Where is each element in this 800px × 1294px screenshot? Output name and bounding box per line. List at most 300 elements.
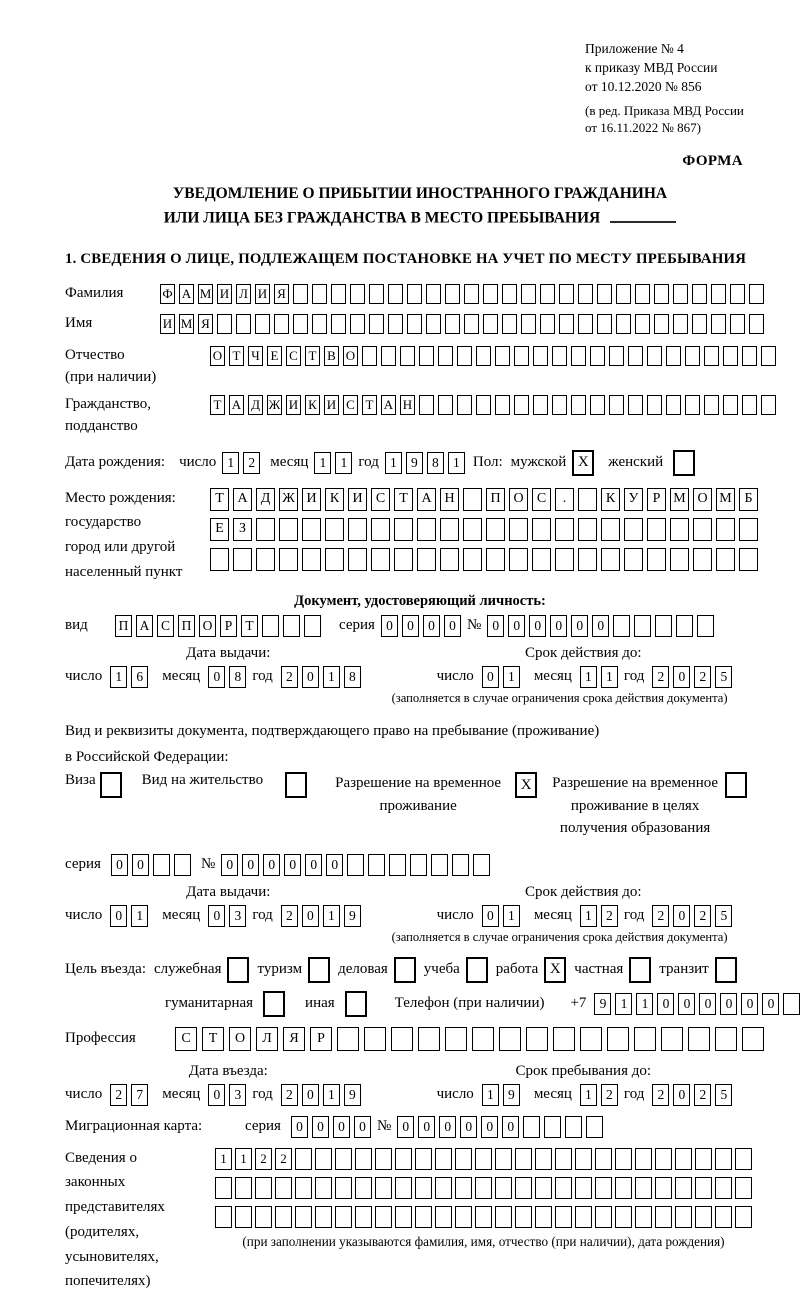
- char-cell: .: [555, 488, 574, 511]
- char-cell: [472, 1027, 494, 1051]
- char-cell: [540, 284, 555, 304]
- year-word: год: [252, 907, 273, 924]
- doc-type-cells: [115, 615, 321, 637]
- char-cell: [315, 1177, 332, 1199]
- identity-doc-row: [65, 615, 775, 637]
- char-cell: [655, 1148, 672, 1170]
- residence-intro-line1: Вид и реквизиты документа, подтверждающего право на пребывание (проживание): [65, 722, 600, 739]
- purpose-private-checkbox: [629, 957, 651, 983]
- char-cell: [688, 1027, 710, 1051]
- char-cell: 0: [502, 1116, 519, 1138]
- char-cell: [335, 1148, 352, 1170]
- form-title-line1: УВЕДОМЛЕНИЕ О ПРИБЫТИИ ИНОСТРАННОГО ГРАЖДАНИНА: [172, 184, 668, 202]
- char-cell: [426, 314, 441, 334]
- char-cell: [635, 1206, 652, 1228]
- char-cell: 2: [281, 666, 298, 688]
- char-cell: [452, 854, 469, 876]
- char-cell: [255, 1206, 272, 1228]
- char-cell: [331, 284, 346, 304]
- doc-issue-heading: Дата выдачи:: [186, 644, 271, 661]
- char-cell: [255, 1177, 272, 1199]
- char-cell: [624, 548, 643, 571]
- char-cell: [391, 1027, 413, 1051]
- char-cell: [463, 488, 482, 511]
- char-cell: [476, 346, 491, 366]
- char-cell: [440, 548, 459, 571]
- char-cell: [368, 854, 385, 876]
- char-cell: 1: [580, 666, 597, 688]
- char-cell: М: [716, 488, 735, 511]
- char-cell: [475, 1148, 492, 1170]
- doc-issue-year: [281, 666, 361, 688]
- char-cell: [495, 1177, 512, 1199]
- char-cell: [634, 1027, 656, 1051]
- char-cell: [580, 1027, 602, 1051]
- char-cell: [256, 518, 275, 541]
- char-cell: [417, 518, 436, 541]
- purpose-tourism-checkbox: [308, 957, 330, 983]
- char-cell: Р: [220, 615, 237, 637]
- char-cell: А: [136, 615, 153, 637]
- char-cell: [609, 346, 624, 366]
- char-cell: М: [670, 488, 689, 511]
- char-cell: [302, 548, 321, 571]
- char-cell: [695, 1206, 712, 1228]
- char-cell: [532, 518, 551, 541]
- purpose-transit-label: транзит: [659, 961, 709, 978]
- char-cell: [553, 1027, 575, 1051]
- char-cell: [369, 284, 384, 304]
- char-cell: [735, 1148, 752, 1170]
- char-cell: 0: [657, 993, 674, 1015]
- char-cell: [395, 1206, 412, 1228]
- char-cell: [555, 1177, 572, 1199]
- revision-line: (в ред. Приказа МВД России: [585, 102, 744, 118]
- residence-expiry-note: (заполняется в случае ограничения срока действия документа): [391, 929, 728, 944]
- char-cell: 0: [312, 1116, 329, 1138]
- char-cell: [455, 1148, 472, 1170]
- char-cell: [325, 548, 344, 571]
- char-cell: 0: [326, 854, 343, 876]
- char-cell: И: [348, 488, 367, 511]
- name-label: Имя: [65, 315, 93, 332]
- representatives-cells-block: [215, 1146, 752, 1250]
- citizenship-row: [65, 393, 775, 438]
- char-cell: А: [233, 488, 252, 511]
- char-cell: 2: [652, 666, 669, 688]
- char-cell: О: [229, 1027, 251, 1051]
- name-cells: [160, 314, 764, 334]
- doc-expiry-heading: Срок действия до:: [524, 644, 642, 661]
- char-cell: [647, 395, 662, 415]
- char-cell: Т: [210, 395, 225, 415]
- birth-place-label: Место рождения: государство город или другой населенный пункт: [65, 489, 183, 580]
- char-cell: [415, 1206, 432, 1228]
- char-cell: [364, 1027, 386, 1051]
- char-cell: 0: [397, 1116, 414, 1138]
- char-cell: 0: [402, 615, 419, 637]
- patronymic-cells: [210, 346, 776, 366]
- char-cell: [295, 1148, 312, 1170]
- char-cell: Л: [256, 1027, 278, 1051]
- char-cell: 9: [344, 1084, 361, 1106]
- doc-expiry-year: [652, 666, 732, 688]
- char-cell: [400, 346, 415, 366]
- char-cell: [735, 1206, 752, 1228]
- char-cell: З: [233, 518, 252, 541]
- char-cell: [655, 1177, 672, 1199]
- char-cell: [715, 1148, 732, 1170]
- char-cell: [675, 1148, 692, 1170]
- representatives-label: Сведения о законных представителях (родителях, усыновителях, попечителях): [65, 1149, 165, 1290]
- phone-prefix: +7: [570, 995, 587, 1012]
- char-cell: [555, 518, 574, 541]
- purpose-private-label: частная: [574, 961, 624, 978]
- char-cell: [704, 395, 719, 415]
- section1-title: 1. СВЕДЕНИЯ О ЛИЦЕ, ПОДЛЕЖАЩЕМ ПОСТАНОВКЕ НА УЧЕТ ПО МЕСТУ ПРЕБЫВАНИЯ: [65, 250, 747, 267]
- char-cell: [654, 284, 669, 304]
- entry-month: [208, 1084, 246, 1106]
- char-cell: [235, 1206, 252, 1228]
- char-cell: Д: [248, 395, 263, 415]
- entry-date-block: [65, 1063, 392, 1106]
- char-cell: [495, 1148, 512, 1170]
- char-cell: [235, 1177, 252, 1199]
- residence-expiry-heading: Срок действия до:: [524, 883, 642, 900]
- char-cell: 0: [762, 993, 779, 1015]
- char-cell: [274, 314, 289, 334]
- char-cell: [153, 854, 170, 876]
- char-cell: 1: [323, 1084, 340, 1106]
- char-cell: 0: [482, 666, 499, 688]
- number-word: №: [466, 617, 482, 634]
- sex-female-checkbox: [673, 450, 695, 476]
- birth-date-label: Дата рождения:: [65, 454, 166, 471]
- char-cell: 0: [263, 854, 280, 876]
- day-word: число: [65, 907, 103, 924]
- char-cell: [693, 518, 712, 541]
- char-cell: [236, 314, 251, 334]
- char-cell: [716, 548, 735, 571]
- char-cell: [217, 314, 232, 334]
- char-cell: [315, 1148, 332, 1170]
- char-cell: 0: [110, 905, 127, 927]
- char-cell: [628, 395, 643, 415]
- char-cell: [455, 1177, 472, 1199]
- char-cell: 0: [221, 854, 238, 876]
- char-cell: [670, 518, 689, 541]
- char-cell: 0: [302, 1084, 319, 1106]
- char-cell: [697, 615, 714, 637]
- char-cell: [515, 1177, 532, 1199]
- residence-issue-date: [65, 905, 392, 927]
- sex-label: Пол:: [472, 454, 503, 471]
- patronymic-label: Отчество (при наличии): [65, 346, 157, 386]
- doc-issue-day: [110, 666, 148, 688]
- char-cell: 8: [229, 666, 246, 688]
- char-cell: [262, 615, 279, 637]
- profession-label: Профессия: [65, 1030, 136, 1047]
- char-cell: [445, 314, 460, 334]
- char-cell: С: [371, 488, 390, 511]
- char-cell: 0: [354, 1116, 371, 1138]
- char-cell: [369, 314, 384, 334]
- char-cell: [371, 518, 390, 541]
- char-cell: [590, 346, 605, 366]
- day-word: число: [436, 907, 474, 924]
- residence-expiry-month: [580, 905, 618, 927]
- char-cell: [730, 314, 745, 334]
- char-cell: [407, 314, 422, 334]
- char-cell: [535, 1177, 552, 1199]
- char-cell: [761, 346, 776, 366]
- char-cell: [615, 1148, 632, 1170]
- char-cell: 5: [715, 1084, 732, 1106]
- char-cell: Е: [210, 518, 229, 541]
- profession-cells: [175, 1027, 764, 1051]
- char-cell: 0: [302, 905, 319, 927]
- char-cell: [499, 1027, 521, 1051]
- char-cell: 1: [335, 452, 352, 474]
- char-cell: 5: [715, 905, 732, 927]
- char-cell: [371, 548, 390, 571]
- birth-place-row: [65, 486, 775, 585]
- char-cell: [495, 346, 510, 366]
- char-cell: [532, 548, 551, 571]
- char-cell: [616, 314, 631, 334]
- char-cell: Е: [267, 346, 282, 366]
- char-cell: [571, 395, 586, 415]
- char-cell: [535, 1148, 552, 1170]
- char-cell: 0: [720, 993, 737, 1015]
- appendix-line: от 10.12.2020 № 856: [585, 78, 702, 94]
- char-cell: [415, 1148, 432, 1170]
- char-cell: [555, 1206, 572, 1228]
- char-cell: [495, 395, 510, 415]
- char-cell: [476, 395, 491, 415]
- char-cell: Т: [305, 346, 320, 366]
- birth-day-cells: [222, 452, 260, 474]
- doc-type-label: вид: [65, 617, 88, 634]
- char-cell: [515, 1148, 532, 1170]
- char-cell: Т: [362, 395, 377, 415]
- month-word: месяц: [533, 907, 572, 924]
- entry-year: [281, 1084, 361, 1106]
- char-cell: Р: [647, 488, 666, 511]
- birth-place-line2: [210, 518, 758, 541]
- purpose-transit-checkbox: [715, 957, 737, 983]
- doc-expiry-date: [437, 666, 775, 688]
- char-cell: 9: [594, 993, 611, 1015]
- char-cell: 2: [601, 905, 618, 927]
- char-cell: 2: [652, 1084, 669, 1106]
- residence-permit-label: Вид на жительство: [141, 772, 264, 789]
- char-cell: [571, 346, 586, 366]
- char-cell: [723, 395, 738, 415]
- char-cell: [742, 346, 757, 366]
- char-cell: 2: [601, 1084, 618, 1106]
- sex-male-checkbox: X: [572, 450, 594, 476]
- char-cell: А: [381, 395, 396, 415]
- char-cell: [715, 1027, 737, 1051]
- char-cell: 0: [381, 615, 398, 637]
- char-cell: [473, 854, 490, 876]
- char-cell: [381, 346, 396, 366]
- char-cell: 1: [503, 666, 520, 688]
- char-cell: 0: [208, 1084, 225, 1106]
- char-cell: [675, 1177, 692, 1199]
- char-cell: [693, 548, 712, 571]
- purpose-business-label: деловая: [338, 961, 388, 978]
- char-cell: С: [157, 615, 174, 637]
- char-cell: И: [160, 314, 175, 334]
- char-cell: [685, 346, 700, 366]
- doc-issue-block: [65, 645, 392, 706]
- purpose-tourism-label: туризм: [257, 961, 303, 978]
- year-word: год: [623, 907, 645, 924]
- char-cell: [601, 518, 620, 541]
- day-word: число: [65, 1086, 103, 1103]
- char-cell: [279, 518, 298, 541]
- identity-doc-heading: Документ, удостоверяющий личность:: [294, 592, 546, 609]
- char-cell: 2: [694, 1084, 711, 1106]
- doc-expiry-day: [482, 666, 520, 688]
- birth-date-row: [65, 450, 775, 476]
- char-cell: [417, 548, 436, 571]
- year-word: год: [623, 668, 645, 685]
- char-cell: [647, 548, 666, 571]
- char-cell: [673, 314, 688, 334]
- char-cell: [749, 314, 764, 334]
- purpose-study-label: учеба: [423, 961, 460, 978]
- month-word: месяц: [162, 668, 201, 685]
- entry-day: [110, 1084, 148, 1106]
- char-cell: С: [343, 395, 358, 415]
- year-word: год: [252, 668, 273, 685]
- char-cell: [475, 1177, 492, 1199]
- char-cell: С: [286, 346, 301, 366]
- char-cell: 0: [284, 854, 301, 876]
- char-cell: [312, 284, 327, 304]
- char-cell: [388, 314, 403, 334]
- name-row: [65, 314, 775, 334]
- char-cell: [595, 1148, 612, 1170]
- birth-place-line1: [210, 488, 758, 511]
- residence-issue-heading: Дата выдачи:: [186, 883, 271, 900]
- char-cell: [711, 284, 726, 304]
- representatives-line1: [215, 1148, 752, 1170]
- sex-male-label: мужской: [510, 454, 567, 471]
- char-cell: [565, 1116, 582, 1138]
- number-word: №: [376, 1118, 392, 1135]
- char-cell: [575, 1206, 592, 1228]
- doc-expiry-note: (заполняется в случае ограничения срока действия документа): [391, 690, 728, 705]
- char-cell: [739, 518, 758, 541]
- residence-permit-checkbox: [285, 772, 307, 798]
- char-cell: [275, 1177, 292, 1199]
- residence-expiry-day: [482, 905, 520, 927]
- surname-cells: [160, 284, 764, 304]
- char-cell: [438, 346, 453, 366]
- char-cell: [635, 284, 650, 304]
- representatives-row: [65, 1146, 775, 1294]
- char-cell: 0: [673, 1084, 690, 1106]
- char-cell: О: [509, 488, 528, 511]
- char-cell: 1: [323, 666, 340, 688]
- char-cell: [445, 284, 460, 304]
- char-cell: [742, 395, 757, 415]
- char-cell: [355, 1206, 372, 1228]
- char-cell: [544, 1116, 561, 1138]
- char-cell: [628, 346, 643, 366]
- char-cell: 2: [281, 1084, 298, 1106]
- char-cell: Т: [394, 488, 413, 511]
- char-cell: [293, 284, 308, 304]
- char-cell: Л: [236, 284, 251, 304]
- char-cell: [635, 1177, 652, 1199]
- char-cell: 0: [302, 666, 319, 688]
- char-cell: [523, 1116, 540, 1138]
- char-cell: 2: [652, 905, 669, 927]
- char-cell: А: [229, 395, 244, 415]
- char-cell: [315, 1206, 332, 1228]
- char-cell: И: [217, 284, 232, 304]
- char-cell: [692, 284, 707, 304]
- entry-date-heading: Дата въезда:: [188, 1062, 268, 1079]
- char-cell: [526, 1027, 548, 1051]
- char-cell: [407, 284, 422, 304]
- month-word: месяц: [533, 1086, 572, 1103]
- char-cell: [174, 854, 191, 876]
- residence-issue-block: [65, 884, 392, 945]
- day-word: число: [179, 454, 217, 471]
- char-cell: Ч: [248, 346, 263, 366]
- char-cell: 0: [482, 905, 499, 927]
- residence-expiry-year: [652, 905, 732, 927]
- char-cell: 0: [699, 993, 716, 1015]
- char-cell: [210, 548, 229, 571]
- char-cell: [655, 1206, 672, 1228]
- char-cell: [302, 518, 321, 541]
- char-cell: [515, 1206, 532, 1228]
- residence-doc-dates: [65, 884, 775, 945]
- char-cell: [586, 1116, 603, 1138]
- day-word: число: [65, 668, 103, 685]
- residence-intro-line2: в Российской Федерации:: [65, 748, 229, 765]
- char-cell: 0: [673, 666, 690, 688]
- char-cell: [440, 518, 459, 541]
- char-cell: [347, 854, 364, 876]
- char-cell: К: [601, 488, 620, 511]
- char-cell: [555, 1148, 572, 1170]
- doc-issue-date: [65, 666, 392, 688]
- revision-line: от 16.11.2022 № 867): [585, 120, 702, 136]
- migration-series-cells: [291, 1116, 371, 1138]
- char-cell: 1: [503, 905, 520, 927]
- char-cell: [463, 548, 482, 571]
- char-cell: И: [302, 488, 321, 511]
- char-cell: Ж: [279, 488, 298, 511]
- series-word: серия: [339, 617, 375, 634]
- char-cell: [395, 1177, 412, 1199]
- char-cell: [335, 1206, 352, 1228]
- char-cell: [590, 395, 605, 415]
- sex-female-label: женский: [608, 454, 664, 471]
- char-cell: [415, 1177, 432, 1199]
- residence-series-row: [65, 854, 775, 876]
- doc-expiry-month: [580, 666, 618, 688]
- month-word: месяц: [533, 668, 572, 685]
